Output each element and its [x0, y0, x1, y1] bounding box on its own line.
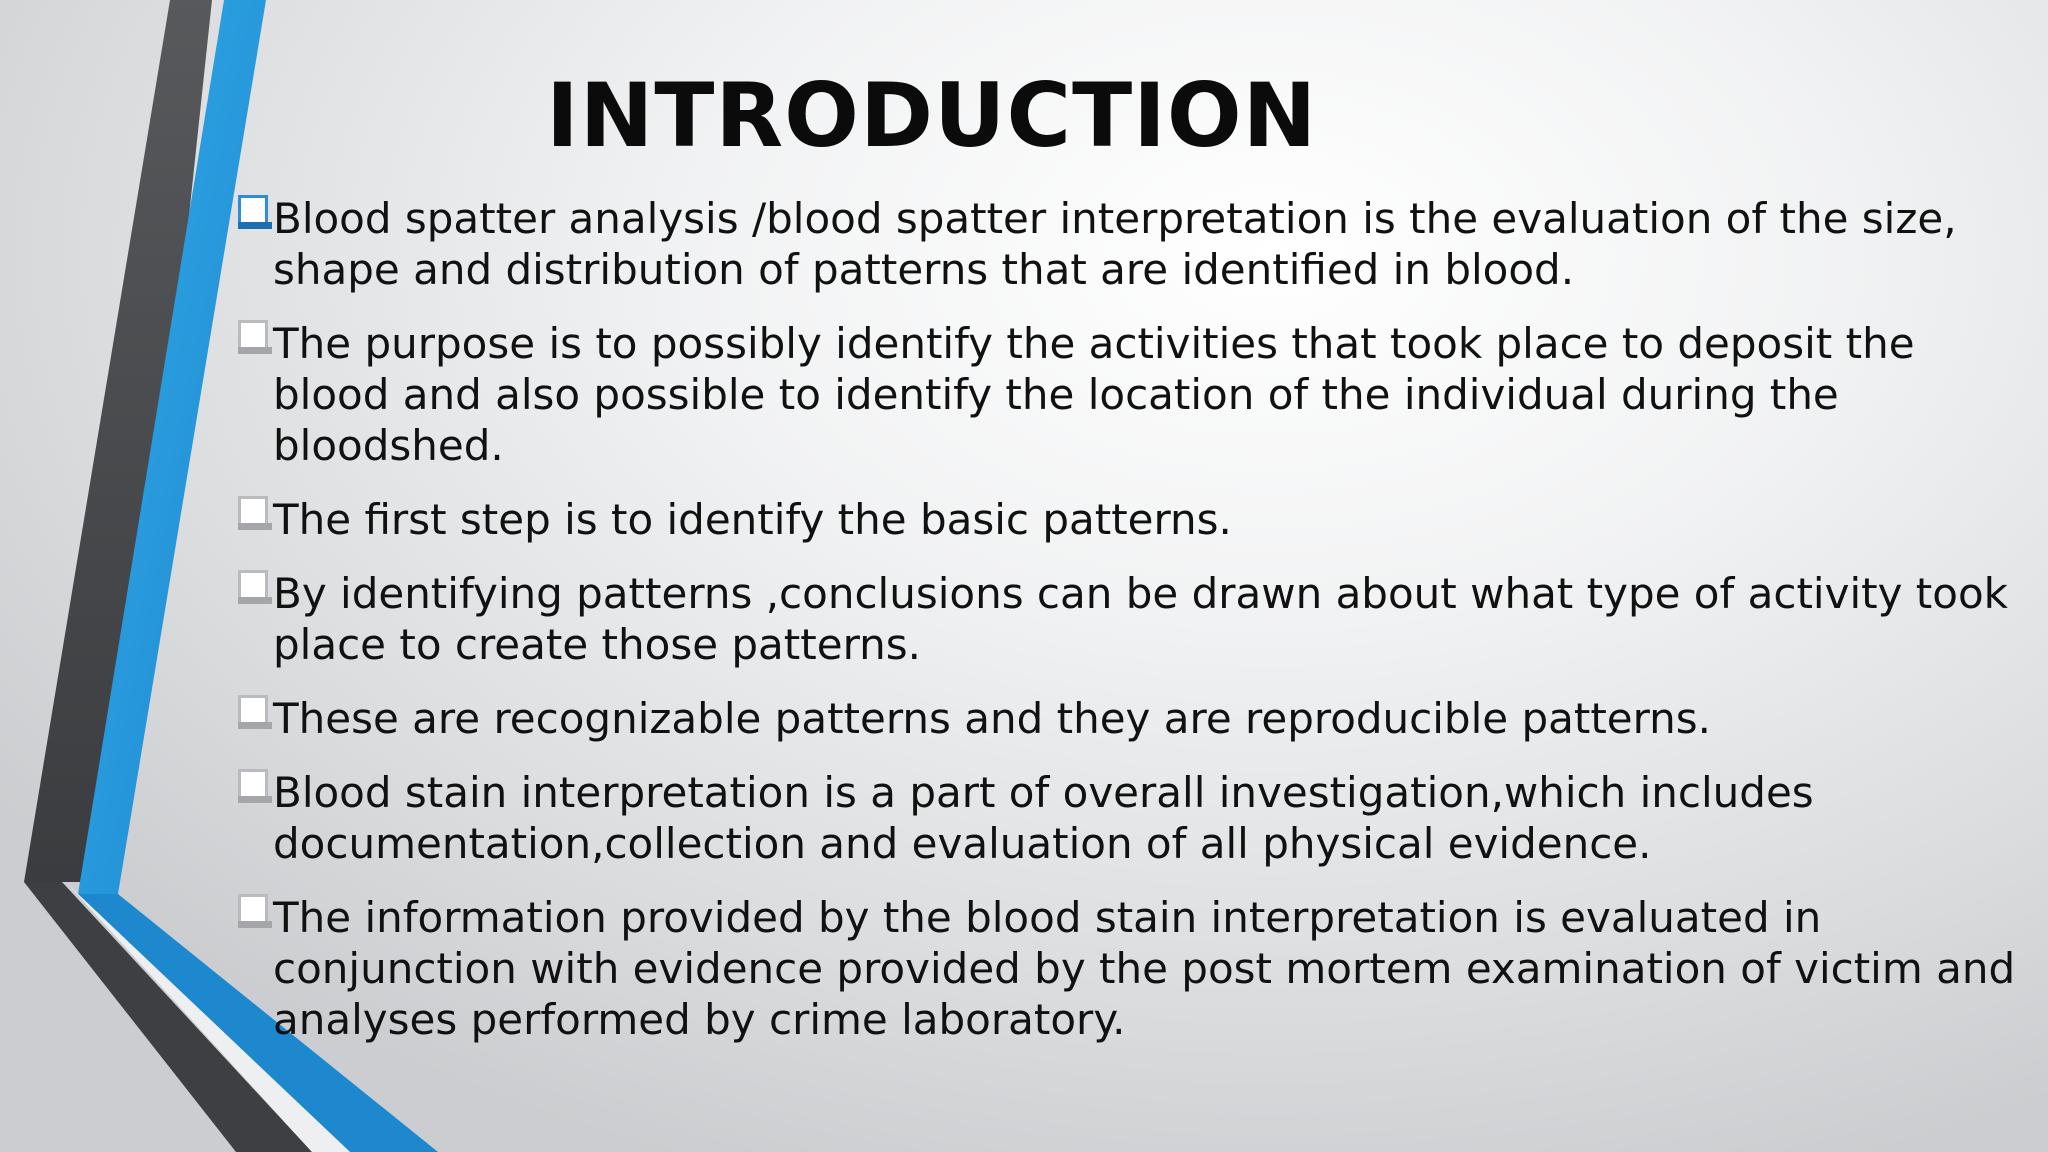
- bullet-item: [236, 193, 2026, 295]
- bullet-text: The purpose is to possibly identify the activities that took place to deposit the blood and also possible to identify the location of the individual during the bloodshed.: [273, 319, 1915, 470]
- bullet-text: These are recognizable patterns and they are reproducible patterns.: [273, 694, 1712, 743]
- bullet-item: [236, 318, 2026, 471]
- bullet-text: Blood stain interpretation is a part of overall investigation,which includes documentation,collection and evaluation of all physical evidence.: [273, 768, 1814, 868]
- bullet-item: [236, 892, 2026, 1045]
- square-bullet-icon: [238, 695, 272, 729]
- square-bullet-icon: [238, 894, 272, 928]
- bullet-item: [236, 693, 2026, 744]
- bullet-text: Blood spatter analysis /blood spatter interpretation is the evaluation of the size, shape and distribution of patterns that are identified in blood.: [273, 194, 1957, 294]
- bullet-text: The information provided by the blood stain interpretation is evaluated in conjunction with evidence provided by the post mortem examination of victim and analyses performed by crime laboratory.: [273, 893, 2016, 1044]
- square-bullet-icon: [238, 496, 272, 530]
- square-bullet-icon: [238, 769, 272, 803]
- square-bullet-icon: [238, 320, 272, 354]
- square-bullet-icon: [238, 570, 272, 604]
- bullet-item: [236, 767, 2026, 869]
- bullet-list: [236, 193, 2026, 1045]
- bullet-text: The first step is to identify the basic patterns.: [273, 495, 1232, 544]
- square-bullet-icon: [238, 195, 272, 229]
- bullet-text: By identifying patterns ,conclusions can be drawn about what type of activity took place to create those patterns.: [273, 569, 2008, 669]
- bullet-item: [236, 494, 2026, 545]
- bullet-item: [236, 568, 2026, 670]
- slide-title: INTRODUCTION: [546, 64, 1318, 167]
